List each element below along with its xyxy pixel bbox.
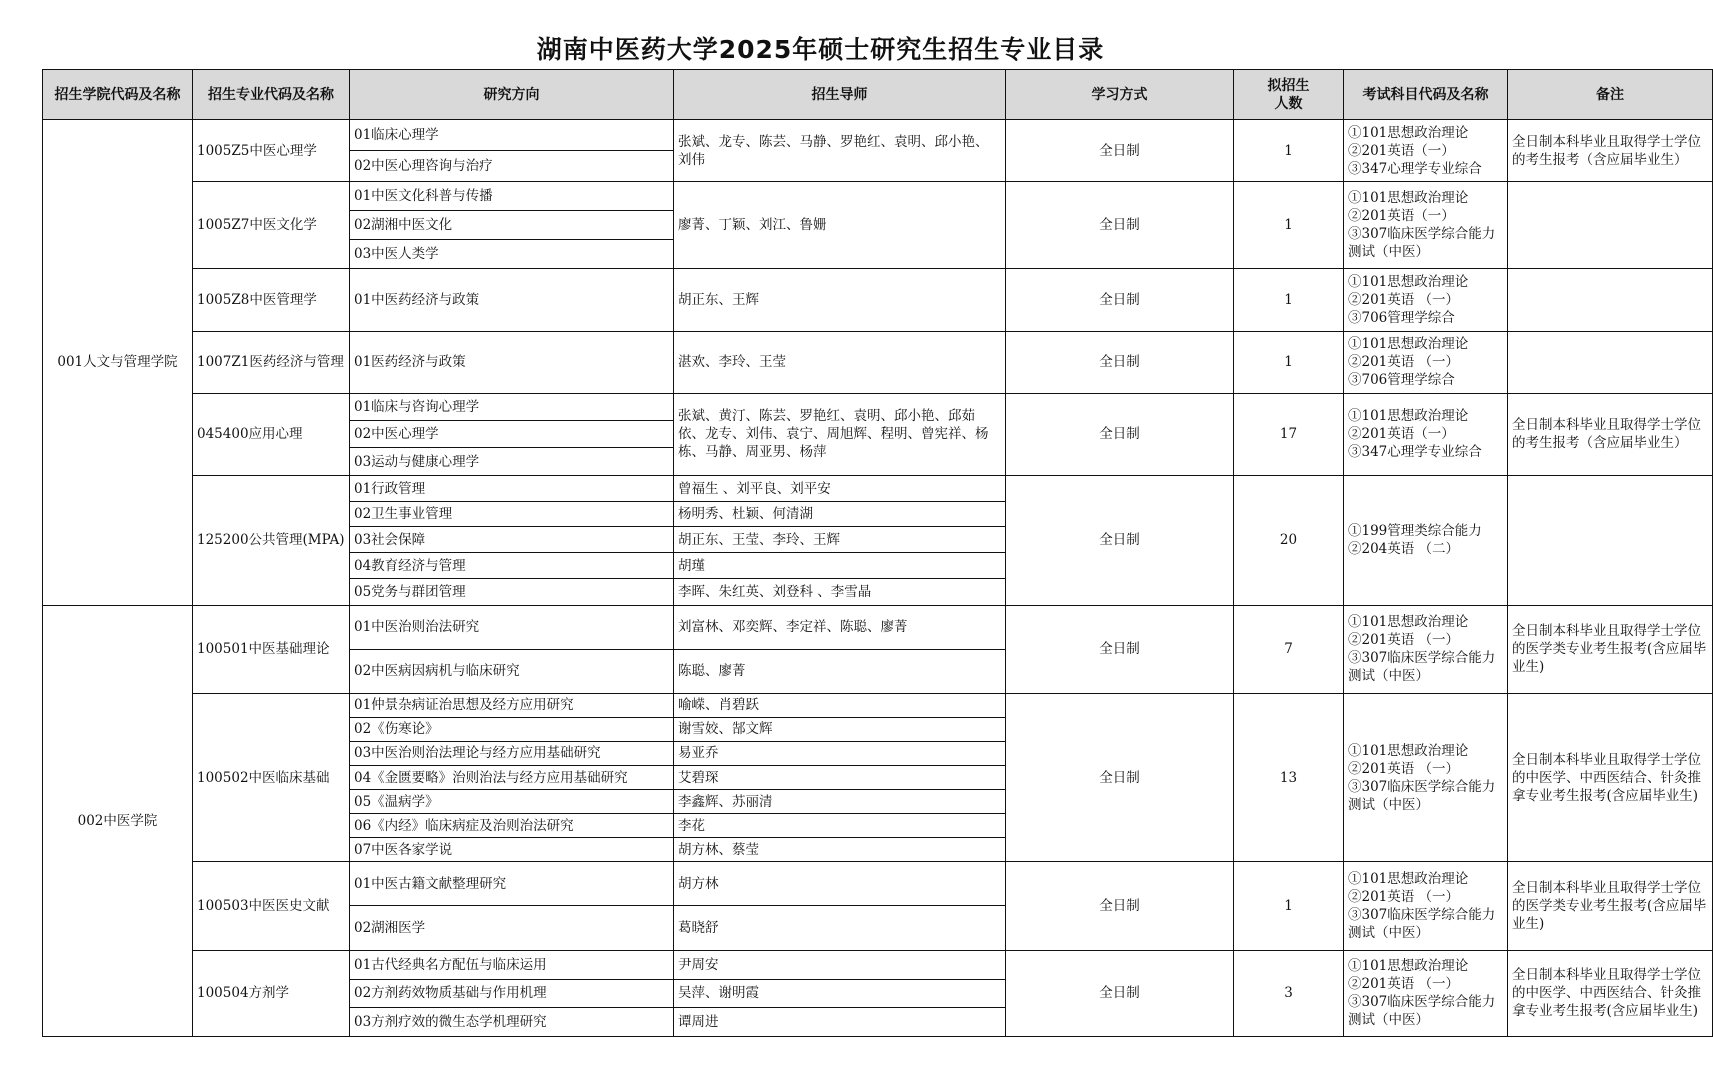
note-cell [1508, 120, 1713, 182]
tutor-cell: 谢雪姣、郜文辉 [674, 717, 1006, 741]
study-mode-cell: 全日制 [1006, 331, 1234, 393]
exam-subject: ②201英语 （一） [1348, 292, 1460, 309]
exam-subject: ③706管理学综合 [1348, 310, 1455, 327]
exam-subjects-cell [1344, 950, 1508, 1036]
exam-subject: ①101思想政治理论 [1348, 274, 1469, 291]
table-row [43, 605, 1713, 649]
table-row [43, 862, 1713, 906]
exam-subjects-cell [1344, 393, 1508, 475]
direction-cell: 01中医治则治法研究 [350, 605, 674, 649]
catalog-body [43, 120, 1713, 1037]
major-cell: 045400应用心理 [193, 393, 350, 475]
table-row [43, 269, 1713, 331]
table-row [43, 120, 1713, 151]
note-cell [1508, 331, 1713, 393]
tutor-cell: 喻嵘、肖碧跃 [674, 693, 1006, 717]
study-mode-cell: 全日制 [1006, 693, 1234, 862]
direction-cell: 01古代经典名方配伍与临床运用 [350, 950, 674, 979]
major-cell: 100503中医医史文献 [193, 862, 350, 950]
tutor-cell: 易亚乔 [674, 741, 1006, 765]
direction-cell: 04《金匮要略》治则治法与经方应用基础研究 [350, 766, 674, 790]
enrollment-catalog-table [42, 69, 1713, 1037]
header-note: 备注 [1508, 70, 1713, 120]
quota-cell: 1 [1234, 269, 1344, 331]
quota-cell: 17 [1234, 393, 1344, 475]
study-mode-cell: 全日制 [1006, 269, 1234, 331]
direction-cell: 01医药经济与政策 [350, 331, 674, 393]
table-row [43, 393, 1713, 420]
direction-cell: 02中医心理咨询与治疗 [350, 151, 674, 182]
direction-cell: 04教育经济与管理 [350, 553, 674, 579]
study-mode-cell: 全日制 [1006, 476, 1234, 605]
header-major: 招生专业代码及名称 [193, 70, 350, 120]
exam-subjects-cell [1344, 605, 1508, 693]
tutor-cell: 尹周安 [674, 950, 1006, 979]
direction-cell: 01行政管理 [350, 476, 674, 502]
direction-cell: 02湖湘医学 [350, 906, 674, 950]
tutor-cell: 胡方林、蔡莹 [674, 838, 1006, 862]
college-cell: 001人文与管理学院 [43, 120, 193, 606]
direction-cell: 02湖湘中医文化 [350, 211, 674, 240]
tutor-cell: 廖菁、丁颖、刘江、鲁姗 [674, 182, 1006, 269]
exam-subject: ③307临床医学综合能力测试（中医） [1348, 226, 1496, 261]
header-tutors: 招生导师 [674, 70, 1006, 120]
table-row [43, 331, 1713, 393]
major-cell: 125200公共管理(MPA) [193, 476, 350, 605]
direction-cell: 01中医药经济与政策 [350, 269, 674, 331]
tutor-cell: 胡正东、王辉 [674, 269, 1006, 331]
major-cell: 1007Z1医药经济与管理 [193, 331, 350, 393]
note-cell [1508, 862, 1713, 950]
tutor-cell: 艾碧琛 [674, 766, 1006, 790]
exam-subjects-cell [1344, 476, 1508, 605]
tutor-cell: 胡瑾 [674, 553, 1006, 579]
header-mode: 学习方式 [1006, 70, 1234, 120]
table-row [43, 476, 1713, 502]
study-mode-cell: 全日制 [1006, 950, 1234, 1036]
exam-subjects-cell [1344, 331, 1508, 393]
direction-cell: 06《内经》临床病症及治则治法研究 [350, 814, 674, 838]
direction-cell: 01临床与咨询心理学 [350, 393, 674, 420]
tutor-cell: 谭周进 [674, 1007, 1006, 1036]
tutor-cell: 胡正东、王莹、李玲、王辉 [674, 527, 1006, 553]
exam-subject: ③347心理学专业综合 [1348, 444, 1482, 461]
direction-cell: 02中医心理学 [350, 420, 674, 447]
major-cell: 1005Z5中医心理学 [193, 120, 350, 182]
study-mode-cell: 全日制 [1006, 120, 1234, 182]
header-row [43, 70, 1713, 120]
quota-cell: 3 [1234, 950, 1344, 1036]
quota-cell: 1 [1234, 182, 1344, 269]
quota-cell: 7 [1234, 605, 1344, 693]
exam-subject: ①101思想政治理论 [1348, 742, 1469, 759]
quota-cell: 1 [1234, 862, 1344, 950]
note-text: 全日制本科毕业且取得学士学位的中医学、中西医结合、针灸推拿专业考生报考(含应届毕业生) [1512, 751, 1701, 804]
direction-cell: 02《伤寒论》 [350, 717, 674, 741]
exam-subject: ①101思想政治理论 [1348, 614, 1469, 631]
exam-subject: ③307临床医学综合能力测试（中医） [1348, 778, 1496, 813]
table-row [43, 950, 1713, 979]
page-title: 湖南中医药大学2025年硕士研究生招生专业目录 [536, 35, 1105, 64]
exam-subject: ②201英语（一） [1348, 208, 1455, 225]
table-row [43, 693, 1713, 717]
direction-cell: 03中医治则治法理论与经方应用基础研究 [350, 741, 674, 765]
note-text: 全日制本科毕业且取得学士学位的考生报考（含应届毕业生） [1512, 133, 1701, 168]
exam-subject: ③307临床医学综合能力测试（中医） [1348, 906, 1496, 941]
tutor-cell: 张斌、龙专、陈芸、马静、罗艳红、袁明、邱小艳、刘伟 [674, 120, 1006, 182]
note-cell [1508, 605, 1713, 693]
college-cell: 002中医学院 [43, 605, 193, 1037]
quota-cell: 1 [1234, 331, 1344, 393]
exam-subject: ③307临床医学综合能力测试（中医） [1348, 650, 1496, 685]
exam-subjects-cell [1344, 269, 1508, 331]
exam-subject: ②201英语 （一） [1348, 976, 1460, 993]
exam-subject: ③706管理学综合 [1348, 372, 1455, 389]
study-mode-cell: 全日制 [1006, 605, 1234, 693]
note-cell [1508, 476, 1713, 605]
exam-subject: ③347心理学专业综合 [1348, 160, 1482, 177]
tutor-cell: 杨明秀、杜颖、何清湖 [674, 502, 1006, 527]
exam-subjects-cell [1344, 120, 1508, 182]
study-mode-cell: 全日制 [1006, 182, 1234, 269]
exam-subjects-cell [1344, 693, 1508, 862]
direction-cell: 02卫生事业管理 [350, 502, 674, 527]
quota-cell: 1 [1234, 120, 1344, 182]
direction-cell: 05党务与群团管理 [350, 579, 674, 605]
direction-cell: 03方剂疗效的微生态学机理研究 [350, 1007, 674, 1036]
tutor-cell: 吴萍、谢明霞 [674, 979, 1006, 1007]
exam-subject: ①101思想政治理论 [1348, 190, 1469, 207]
note-text: 全日制本科毕业且取得学士学位的医学类专业考生报考(含应届毕业生) [1512, 623, 1707, 676]
note-text: 全日制本科毕业且取得学士学位的医学类专业考生报考(含应届毕业生) [1512, 879, 1707, 932]
header-quota: 拟招生人数 [1234, 70, 1344, 120]
header-exam: 考试科目代码及名称 [1344, 70, 1508, 120]
note-text: 全日制本科毕业且取得学士学位的中医学、中西医结合、针灸推拿专业考生报考(含应届毕业生) [1512, 967, 1701, 1020]
tutor-cell: 陈聪、廖菁 [674, 649, 1006, 693]
note-cell [1508, 269, 1713, 331]
study-mode-cell: 全日制 [1006, 862, 1234, 950]
exam-subject: ②201英语 （一） [1348, 888, 1460, 905]
direction-cell: 01中医古籍文献整理研究 [350, 862, 674, 906]
exam-subject: ①101思想政治理论 [1348, 408, 1469, 425]
exam-subject: ②201英语 （一） [1348, 760, 1460, 777]
exam-subject: ①101思想政治理论 [1348, 124, 1469, 141]
tutor-cell: 李花 [674, 814, 1006, 838]
exam-subject: ①199管理类综合能力 [1348, 523, 1482, 540]
exam-subjects-cell [1344, 862, 1508, 950]
quota-cell: 20 [1234, 476, 1344, 605]
exam-subject: ②201英语 （一） [1348, 354, 1460, 371]
direction-cell: 07中医各家学说 [350, 838, 674, 862]
direction-cell: 03运动与健康心理学 [350, 448, 674, 476]
note-text: 全日制本科毕业且取得学士学位的考生报考（含应届毕业生） [1512, 417, 1701, 452]
exam-subject: ①101思想政治理论 [1348, 958, 1469, 975]
direction-cell: 01中医文化科普与传播 [350, 182, 674, 211]
exam-subject: ②201英语（一） [1348, 426, 1455, 443]
major-cell: 1005Z8中医管理学 [193, 269, 350, 331]
exam-subject: ②201英语（一） [1348, 142, 1455, 159]
direction-cell: 01仲景杂病证治思想及经方应用研究 [350, 693, 674, 717]
tutor-cell: 李鑫辉、苏丽清 [674, 790, 1006, 814]
exam-subject: ②204英语 （二） [1348, 541, 1460, 558]
tutor-cell: 胡方林 [674, 862, 1006, 906]
quota-cell: 13 [1234, 693, 1344, 862]
direction-cell: 01临床心理学 [350, 120, 674, 151]
table-row [43, 182, 1713, 211]
direction-cell: 02方剂药效物质基础与作用机理 [350, 979, 674, 1007]
tutor-cell: 葛晓舒 [674, 906, 1006, 950]
exam-subject: ②201英语 （一） [1348, 632, 1460, 649]
direction-cell: 03社会保障 [350, 527, 674, 553]
note-cell [1508, 182, 1713, 269]
note-cell [1508, 950, 1713, 1036]
exam-subject: ①101思想政治理论 [1348, 870, 1469, 887]
note-cell [1508, 693, 1713, 862]
header-direction: 研究方向 [350, 70, 674, 120]
tutor-cell: 李晖、朱红英、刘登科 、李雪晶 [674, 579, 1006, 605]
major-cell: 100504方剂学 [193, 950, 350, 1036]
tutor-cell: 刘富林、邓奕辉、李定祥、陈聪、廖菁 [674, 605, 1006, 649]
note-cell [1508, 393, 1713, 475]
direction-cell: 02中医病因病机与临床研究 [350, 649, 674, 693]
major-cell: 100502中医临床基础 [193, 693, 350, 862]
study-mode-cell: 全日制 [1006, 393, 1234, 475]
tutor-cell: 曾福生 、刘平良、刘平安 [674, 476, 1006, 502]
exam-subject: ①101思想政治理论 [1348, 336, 1469, 353]
tutor-cell: 湛欢、李玲、王莹 [674, 331, 1006, 393]
tutor-cell: 张斌、黄汀、陈芸、罗艳红、袁明、邱小艳、邱茹依、龙专、刘伟、袁宁、周旭辉、程明、曾宪祥、杨栋、马静、周亚男、杨萍 [674, 393, 1006, 475]
header-college: 招生学院代码及名称 [43, 70, 193, 120]
direction-cell: 03中医人类学 [350, 240, 674, 269]
major-cell: 1005Z7中医文化学 [193, 182, 350, 269]
exam-subjects-cell [1344, 182, 1508, 269]
major-cell: 100501中医基础理论 [193, 605, 350, 693]
exam-subject: ③307临床医学综合能力测试（中医） [1348, 994, 1496, 1029]
direction-cell: 05《温病学》 [350, 790, 674, 814]
